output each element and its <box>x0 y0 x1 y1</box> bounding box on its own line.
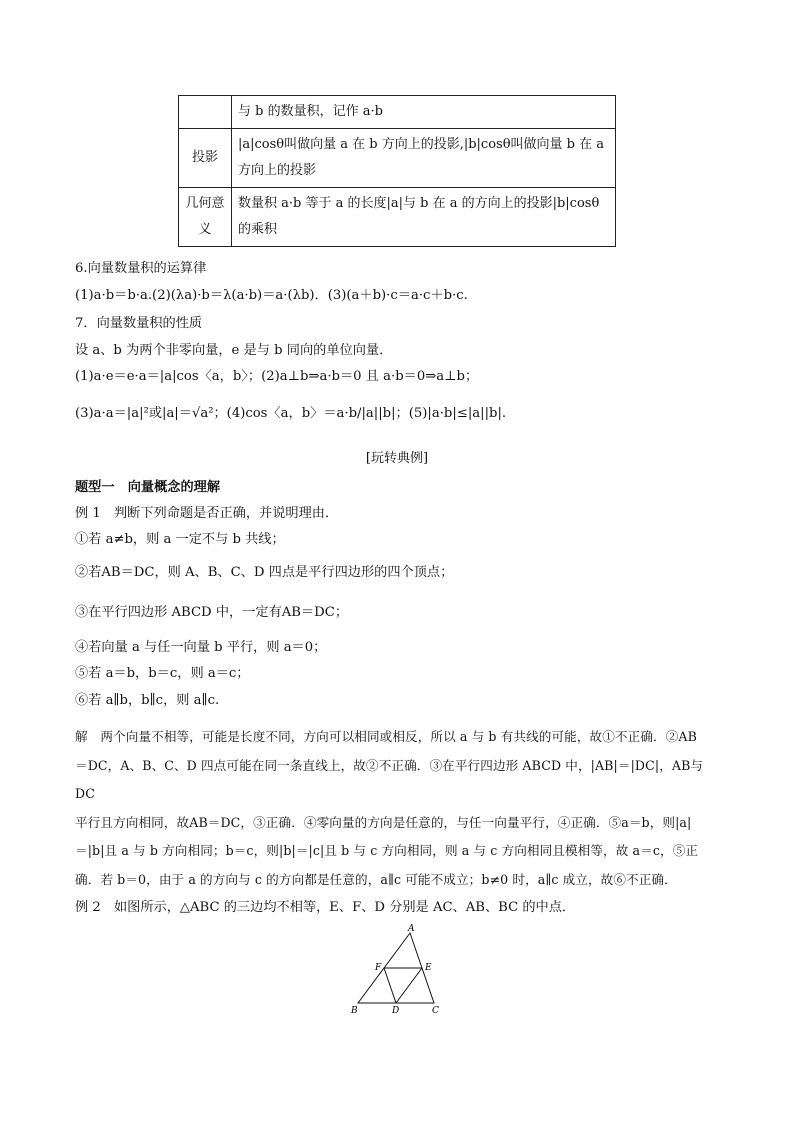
table-row <box>179 129 616 188</box>
solution-line: 平行且方向相同，故AB＝DC，③正确．④零向量的方向是任意的，与任一向量平行，④正确．⑤a＝b，则|a| <box>75 814 692 830</box>
list-item: ⑤若 a＝b，b＝c，则 a＝c； <box>75 666 250 681</box>
definition-table <box>178 95 616 247</box>
list-item: ②若AB＝DC，则 A、B、C、D 四点是平行四边形的四个顶点； <box>75 565 454 580</box>
table-row-head: 几何意义 <box>179 188 232 247</box>
solution-line: 确．若 b＝0，由于 a 的方向与 c 的方向都是任意的，a∥c 可能不成立；b≠0 时，a∥c 成立，故⑥不正确． <box>75 871 677 887</box>
banner: [玩转典例] <box>365 451 429 466</box>
list-item: ①若 a≠b，则 a 一定不与 b 共线； <box>75 532 285 547</box>
table-row-head <box>179 96 232 129</box>
vertex-label-c: C <box>432 1006 439 1015</box>
vertex-label-a: A <box>408 924 415 934</box>
segment-ed <box>396 968 422 1003</box>
example1-text: 例 1 判断下列命题是否正确，并说明理由． <box>75 506 339 521</box>
midpoint-label-f: F <box>375 963 382 973</box>
solution-line: ＝|b|且 a 与 b 方向相同；b＝c，则|b|＝|c|且 b 与 c 方向相同，则 a 与 c 方向相同且模相等，故 a＝c，⑤正 <box>75 843 699 858</box>
table-row-content: 与 b 的数量积，记作 a·b <box>232 96 616 129</box>
segment-fd <box>384 968 396 1003</box>
section6-title: 6.向量数量积的运算律 <box>75 261 207 276</box>
solution-line: 解 两个向量不相等，可能是长度不同，方向可以相同或相反，所以 a 与 b 有共线的可能，故①不正确．②AB <box>75 729 697 744</box>
list-item: ⑥若 a∥b，b∥c，则 a∥c. <box>75 693 220 708</box>
example2-text: 例 2 如图所示，△ABC 的三边均不相等，E、F、D 分别是 AC、AB、BC 的中点． <box>75 900 576 915</box>
section7-prop2: (3)a·a＝|a|²或|a|＝√a²；(4)cos〈a，b〉＝a·b/|a||b|；(5)|a·b|≤|a||b|. <box>75 406 507 421</box>
table-row-content: 数量积 a·b 等于 a 的长度|a|与 b 在 a 的方向上的投影|b|cosθ 的乘积 <box>232 188 616 247</box>
list-item: ④若向量 a 与任一向量 b 平行，则 a＝0； <box>75 640 327 655</box>
vertex-label-b: B <box>351 1006 358 1015</box>
section7-prop1: (1)a·e＝e·a＝|a|cos〈a，b〉；(2)a⊥b⇒a·b＝0 且 a·b＝0⇒a⊥b； <box>75 369 479 384</box>
list-item: ③在平行四边形 ABCD 中，一定有AB＝DC； <box>75 605 349 620</box>
table-row-content: |a|cosθ叫做向量 a 在 b 方向上的投影,|b|cosθ叫做向量 b 在 a 方向上的投影 <box>232 129 616 188</box>
solution-line: ＝DC，A、B、C、D 四点可能在同一条直线上，故②不正确．③在平行四边形 ABCD 中，|AB|＝|DC|，AB与DC <box>75 757 704 801</box>
type1-title: 题型一 向量概念的理解 <box>75 480 221 495</box>
triangle-figure <box>348 923 443 1015</box>
midpoint-label-e: E <box>425 963 432 973</box>
midpoint-label-d: D <box>392 1006 400 1015</box>
triangle-diagram <box>348 923 443 1015</box>
section6-laws: (1)a·b＝b·a.(2)(λa)·b＝λ(a·b)＝a·(λb)．(3)(a＋b)·c＝a·c＋b·c. <box>75 288 468 303</box>
table-row <box>179 188 616 247</box>
section7-title: 7．向量数量积的性质 <box>75 316 203 331</box>
table-row <box>179 96 616 129</box>
table-row-head: 投影 <box>179 129 232 188</box>
section7-intro: 设 a、b 为两个非零向量，e 是与 b 同向的单位向量． <box>75 343 393 358</box>
solution-paragraph <box>75 723 723 894</box>
